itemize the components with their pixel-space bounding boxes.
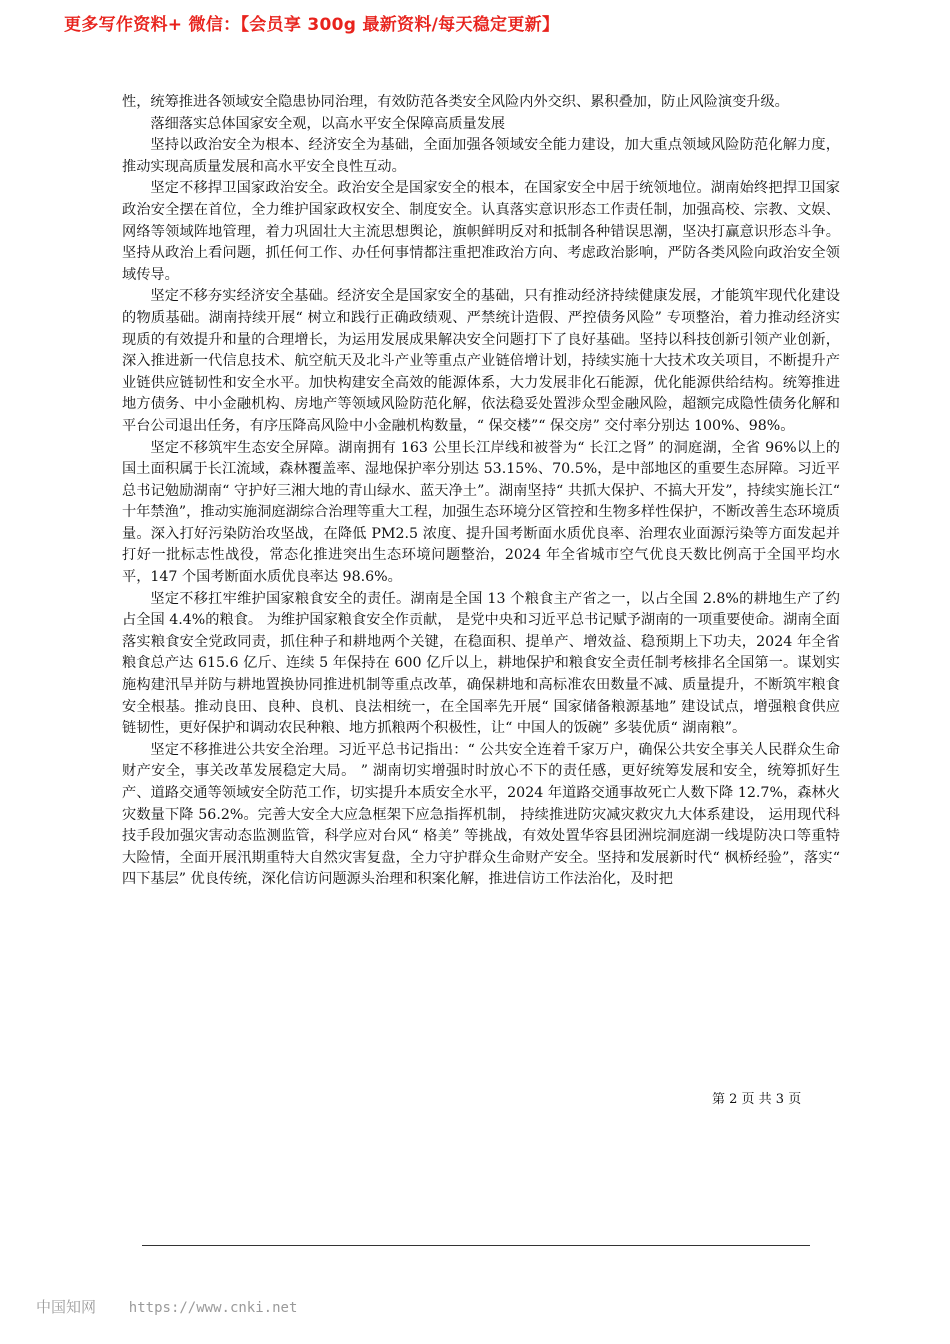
paragraph-food-security: 坚定不移扛牢维护国家粮食安全的责任。湖南是全国 13 个粮食主产省之一，以占全国 2.8%的耕地生产了约占全国 4.4%的粮食。 为维护国家粮食安全作贡献， 是党中央和习近平总书记赋予湖南的一项重要使命。湖南全面落实粮食安全党政同责，抓住种子和耕地两个关键，在稳面积、提单产、增效益、稳预期上下功夫，2024 年全省粮食总产达 615.6 亿斤、连续 5 年保持在 600 亿斤以上，耕地保护和粮食安全责任制考核排名全国第一。谋划实施构建汛旱并防与耕地置换协同推进机制等重点改革，确保耕地和高标准农田数量不减、质量提升，不断筑牢粮食安全根基。推动良田、良种、良机、良法相统一，在全国率先开展“ 国家储备粮源基地” 建设试点，增强粮食供应链韧性，更好保护和调动农民种粮、地方抓粮两个积极性，让“ 中国人的饭碗” 多装优质“ 湖南粮”。 bbox=[122, 590, 840, 737]
promo-banner: 更多写作资料+ 微信：【会员享 300g 最新资料/每天稳定更新】 bbox=[64, 15, 560, 35]
section-heading: 落细落实总体国家安全观，以高水平安全保障高质量发展 bbox=[150, 115, 506, 132]
footer-site-name: 中国知网 bbox=[36, 1298, 97, 1316]
paragraph-intro: 坚持以政治安全为根本、经济安全为基础，全面加强各领域安全能力建设，加大重点领域风险防范化解力度，推动实现高质量发展和高水平安全良性互动。 bbox=[122, 137, 840, 175]
paragraph-economic-security: 坚定不移夯实经济安全基础。经济安全是国家安全的基础，只有推动经济持续健康发展，才能筑牢现代化建设的物质基础。湖南持续开展“ 树立和践行正确政绩观、严禁统计造假、严控债务风险” 专项整治，着力推动经济实现质的有效提升和量的合理增长，为运用发展成果解决安全问题打下了良好基础。坚持以科技创新引领产业创新，深入推进新一代信息技术、航空航天及北斗产业等重点产业链倍增计划，持续实施十大技术攻关项目，不断提升产业链供应链韧性和安全水平。加快构建安全高效的能源体系，大力发展非化石能源，优化能源供给结构。统筹推进地方债务、中小金融机构、房地产等领域风险防范化解，依法稳妥处置涉众型金融风险，超额完成隐性债务化解和平台公司退出任务，有序压降高风险中小金融机构数量，“ 保交楼”“ 保交房” 交付率分别达 100%、98%。 bbox=[122, 288, 840, 434]
page-number: 第 2 页 共 3 页 bbox=[712, 1092, 802, 1107]
footer bbox=[36, 1296, 297, 1317]
paragraph-public-security: 坚定不移推进公共安全治理。习近平总书记指出：“ 公共安全连着千家万户，确保公共安全事关人民群众生命财产安全，事关改革发展稳定大局。 ” 湖南切实增强时时放心不下的责任感，更好统筹发展和安全，统筹抓好生产、道路交通等领域安全防范工作，切实提升本质安全水平，2024 年道路交通事故死亡人数下降 12.7%，森林火灾数量下降 56.2%。完善大安全大应急框架下应急指挥机制， 持续推进防灾减灾救灾九大体系建设， 运用现代科技手段加强灾害动态监测监管，科学应对台风“ 格美” 等挑战，有效处置华容县团洲垸洞庭湖一线堤防决口等重特大险情，全面开展汛期重特大自然灾害复盘，全力守护群众生命财产安全。坚持和发展新时代“ 枫桥经验”，落实“ 四下基层” 优良传统，深化信访问题源头治理和积案化解，推进信访工作法治化，及时把 bbox=[122, 741, 840, 888]
paragraph-ecological-security: 坚定不移筑牢生态安全屏障。湖南拥有 163 公里长江岸线和被誉为“ 长江之肾” 的洞庭湖，全省 96%以上的国土面积属于长江流域，森林覆盖率、湿地保护率分别达 53.15%、70.5%，是中部地区的重要生态屏障。习近平总书记勉励湖南“ 守护好三湘大地的青山绿水、蓝天净土”。湖南坚持“ 共抓大保护、不搞大开发”，持续实施长江“ 十年禁渔”，推动实施洞庭湖综合治理等重大工程，加强生态环境分区管控和生物多样性保护，不断改善生态环境质量。深入打好污染防治攻坚战，在降低 PM2.5 浓度、提升国考断面水质优良率、治理农业面源污染等方面发起并打好一批标志性战役，常态化推进突出生态环境问题整治，2024 年全省城市空气优良天数比例高于全国平均水平，147 个国考断面水质优良率达 98.6%。 bbox=[122, 439, 840, 586]
document-body bbox=[122, 92, 840, 891]
paragraph-political-security: 坚定不移捍卫国家政治安全。政治安全是国家安全的根本，在国家安全中居于统领地位。湖南始终把捍卫国家政治安全摆在首位，全力维护国家政权安全、制度安全。认真落实意识形态工作责任制，加强高校、宗教、文娱、网络等领域阵地管理，着力巩固壮大主流思想舆论，旗帜鲜明反对和抵制各种错误思潮，坚决打赢意识形态斗争。坚持从政治上看问题，抓任何工作、办任何事情都注重把准政治方向、考虑政治影响，严防各类风险向政治安全领域传导。 bbox=[122, 180, 840, 283]
footer-divider bbox=[142, 1245, 810, 1246]
paragraph-continuation: 性，统筹推进各领域安全隐患协同治理，有效防范各类安全风险内外交织、累积叠加，防止风险演变升级。 bbox=[122, 94, 789, 110]
footer-url-link[interactable]: https://www.cnki.net bbox=[128, 1300, 298, 1316]
